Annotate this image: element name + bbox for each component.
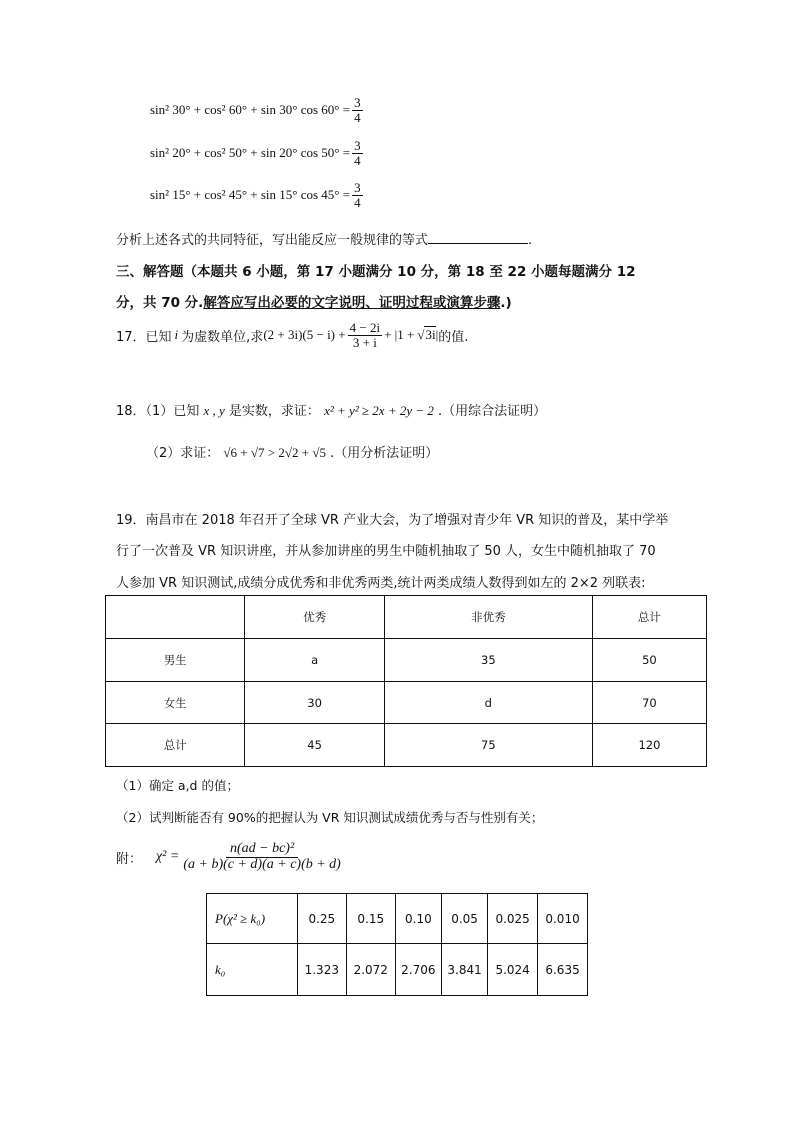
table-cell: 0.025 [488, 894, 538, 944]
answer-blank [428, 231, 528, 244]
equation-2-fraction [352, 139, 363, 167]
q19-sub1: （1）确定 a,d 的值； [116, 778, 239, 793]
table-cell: 35 [384, 639, 592, 682]
appendix-label: 附： [116, 851, 143, 867]
table-cell: 0.010 [538, 894, 588, 944]
q18-p1-suffix: .（用综合法证明） [438, 404, 547, 419]
formula-denominator: (a + b)(c + d)(a + c)(b + d) [183, 856, 341, 872]
table-cell: 120 [592, 724, 706, 767]
equation-3 [150, 181, 365, 209]
contingency-table [105, 595, 707, 767]
q18-p2-expr: √6 + √7 > 2√2 + √5 [223, 445, 326, 460]
q17-fraction [348, 321, 382, 349]
table-row [106, 724, 707, 767]
analysis-end: . [528, 233, 533, 248]
q19-line2: 行了一次普及 VR 知识讲座，并从参加讲座的男生中随机抽取了 50 人，女生中随机抽取了 70 [116, 544, 656, 559]
table-row [106, 639, 707, 682]
q17-sqrt-content: 3i [425, 327, 436, 343]
table-cell: 3.841 [441, 944, 487, 996]
question-18-part1 [116, 400, 546, 419]
q17-frac-den: 3 + i [352, 334, 377, 350]
formula-numerator: n(ad − bc)² [226, 842, 298, 858]
table-cell: P(χ² ≥ k₀) [207, 894, 298, 944]
q17-sqrt: √3i [417, 327, 436, 343]
table-cell: 0.25 [297, 894, 346, 944]
q17-expr2b: | [435, 327, 439, 343]
equation-1-fraction [352, 96, 363, 124]
appendix-formula [116, 842, 345, 872]
table-cell: 1.323 [297, 944, 346, 996]
table-cell: 45 [245, 724, 384, 767]
table-cell: 女生 [106, 682, 245, 724]
section-header-line2 [116, 291, 512, 311]
table-cell: d [384, 682, 592, 724]
q17-expr2a: + |1 + [384, 327, 415, 343]
table-cell: 0.05 [441, 894, 487, 944]
table-cell: 男生 [106, 639, 245, 682]
table-cell: 2.706 [395, 944, 441, 996]
equation-2-numerator: 3 [354, 138, 361, 153]
section-header-end: .) [500, 295, 512, 311]
analysis-line [116, 229, 532, 248]
analysis-text: 分析上述各式的共同特征，写出能反应一般规律的等式 [116, 233, 429, 248]
equation-3-fraction [352, 181, 363, 209]
equation-2-denominator: 4 [354, 152, 361, 168]
q18-p1-prefix: 18．（1）已知 [116, 404, 200, 419]
q18-p2-prefix: （2）求证： [146, 446, 220, 461]
table-cell: 30 [245, 682, 384, 724]
q17-i: i [174, 327, 179, 343]
contingency-header-row [106, 596, 707, 639]
section-header-instructions: 解答应写出必要的文字说明、证明过程或演算步骤 [203, 295, 501, 311]
q17-frac-num: 4 − 2i [349, 320, 381, 335]
q17-prefix: 17．已知 [116, 329, 172, 345]
table-header-cell [106, 596, 245, 639]
table-row [207, 944, 588, 996]
table-cell: 0.15 [346, 894, 395, 944]
equation-1 [150, 96, 365, 124]
section-header-line1: 三、解答题（本题共 6 小题，第 17 小题满分 10 分，第 18 至 22 小题每题满分 12 [116, 264, 636, 280]
equation-2-lhs: sin² 20° + cos² 50° + sin 20° cos 50° = [150, 145, 351, 161]
equation-2 [150, 139, 365, 167]
table-header-cell: 优秀 [245, 596, 384, 639]
formula-fraction [181, 842, 343, 872]
q18-p2-suffix: .（用分析法证明） [330, 446, 439, 461]
table-cell: a [245, 639, 384, 682]
critical-value-table [206, 893, 588, 996]
equation-3-denominator: 4 [354, 194, 361, 210]
table-cell: 75 [384, 724, 592, 767]
table-cell: k₀ [207, 944, 298, 996]
question-18-part2 [146, 442, 438, 461]
table-header-cell: 总计 [592, 596, 706, 639]
section-header-score: 分，共 70 分. [116, 295, 204, 311]
table-cell: 70 [592, 682, 706, 724]
table-cell: 5.024 [488, 944, 538, 996]
q18-p1-expr: x² + y² ≥ 2x + 2y − 2 [324, 403, 434, 418]
q19-sub2: （2）试判断能否有 90%的把握认为 VR 知识测试成绩优秀与否与性别有关； [116, 810, 544, 825]
equation-1-numerator: 3 [354, 95, 361, 110]
table-header-cell: 非优秀 [384, 596, 592, 639]
table-cell: 0.10 [395, 894, 441, 944]
table-cell: 2.072 [346, 944, 395, 996]
equation-3-numerator: 3 [354, 180, 361, 195]
table-cell: 50 [592, 639, 706, 682]
q19-line3: 人参加 VR 知识测试,成绩分成优秀和非优秀两类,统计两类成绩人数得到如左的 2×2 列联表: [116, 576, 646, 591]
q18-p1-vars: x , y [203, 403, 225, 418]
q19-line1: 19．南昌市在 2018 年召开了全球 VR 产业大会，为了增强对青少年 VR 知识的普及，某中学举 [116, 513, 669, 528]
q17-expr1: (2 + 3i)(5 − i) + [263, 327, 346, 343]
table-cell: 6.635 [538, 944, 588, 996]
table-row [106, 682, 707, 724]
equation-1-denominator: 4 [354, 109, 361, 125]
table-row [207, 894, 588, 944]
formula-lhs: χ² = [156, 849, 180, 865]
q17-suffix: 的值. [438, 329, 469, 345]
equation-1-lhs: sin² 30° + cos² 60° + sin 30° cos 60° = [150, 102, 351, 118]
table-cell: 总计 [106, 724, 245, 767]
equation-3-lhs: sin² 15° + cos² 45° + sin 15° cos 45° = [150, 187, 351, 203]
question-17 [116, 321, 468, 349]
q18-p1-mid: 是实数，求证： [228, 404, 320, 419]
q17-mid: 为虚数单位,求 [181, 329, 264, 345]
